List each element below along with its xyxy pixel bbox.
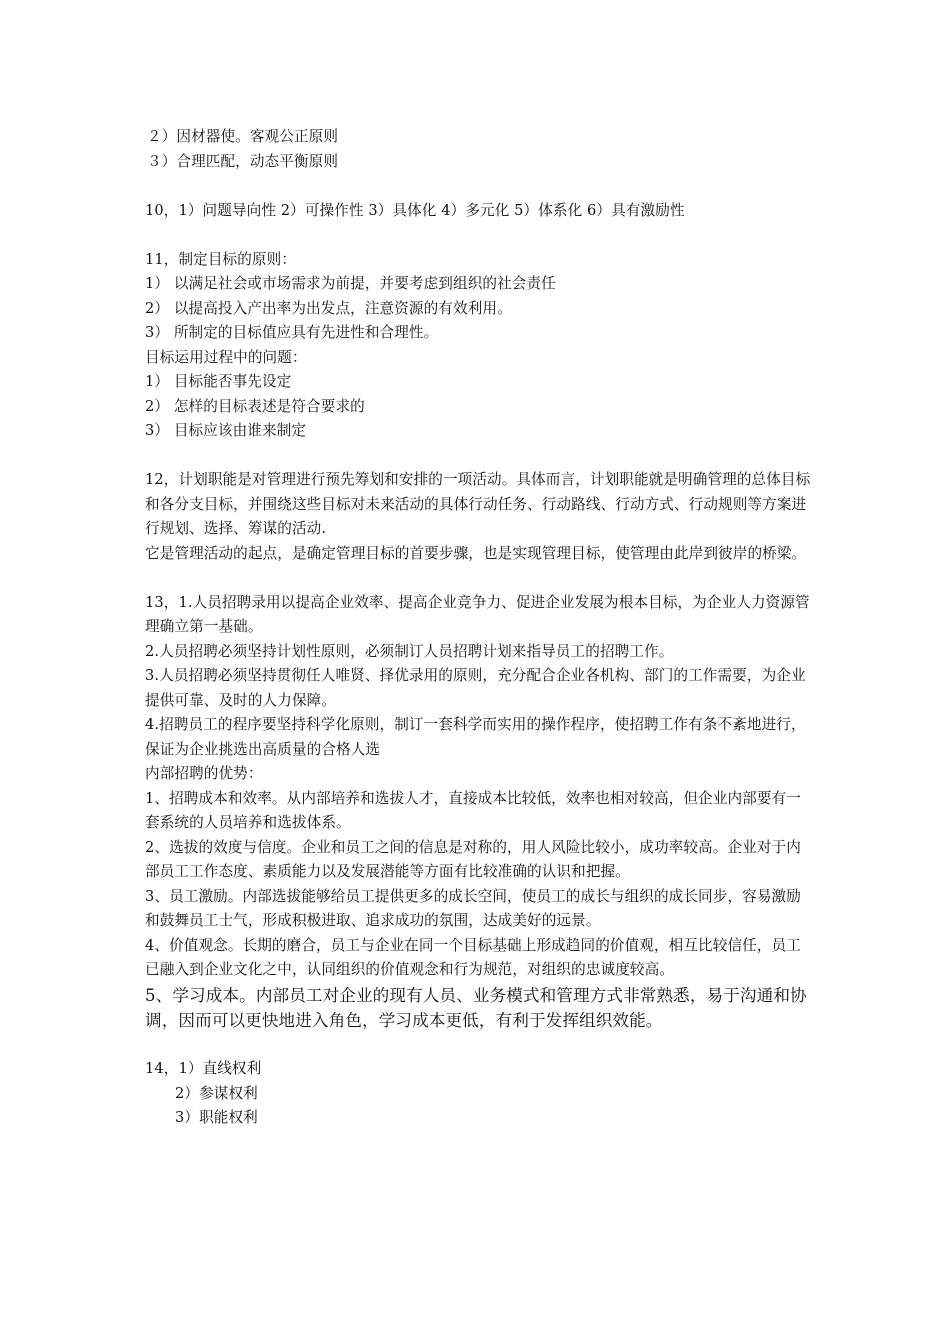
internal-advantage-item: 3、员工激励。内部选拔能够给员工提供更多的成长空间，使员工的成长与组织的成长同步，容易激励和鼓舞员工士气，形成积极进取、追求成功的氛围，达成美好的远景。: [145, 887, 801, 929]
goal-principle-item: 1） 以满足社会或市场需求为前提，并要考虑到组织的社会责任: [145, 275, 556, 292]
paragraph-gap: [145, 1033, 813, 1058]
answer-10: 10，1）问题导向性 2）可操作性 3）具体化 4）多元化 5）体系化 6）具有激励性: [145, 201, 685, 219]
paragraph-gap: [145, 223, 813, 248]
internal-advantage-item: 2、选拔的效度与信度。企业和员工之间的信息是对称的，用人风险比较小，成功率较高。企业对于内部员工工作态度、素质能力以及发展潜能等方面有比较准确的认识和把握。: [145, 838, 801, 880]
goal-problem-item: 1） 目标能否事先设定: [145, 373, 292, 390]
goal-problems-title: 目标运用过程中的问题：: [145, 348, 307, 366]
paragraph-gap: [145, 444, 813, 469]
answer-12-paragraph: 它是管理活动的起点，是确定管理目标的首要步骤，也是实现管理目标，使管理由此岸到彼岸的桥梁。: [145, 544, 807, 562]
internal-advantage-item: 1、招聘成本和效率。从内部培养和选拔人才，直接成本比较低，效率也相对较高，但企业内部要有一套系统的人员培养和选拔体系。: [145, 789, 801, 831]
principle-line: ２）因材器使。客观公正原则: [147, 128, 339, 145]
principle-line: ３）合理匹配，动态平衡原则: [147, 152, 339, 170]
authority-item: 3）职能权利: [175, 1109, 258, 1126]
recruitment-principle: 13，1.人员招聘录用以提高企业效率、提高企业竞争力、促进企业发展为根本目标，为企业人力资源管理确立第一基础。: [145, 593, 810, 635]
goal-problem-item: 3） 目标应该由谁来制定: [145, 422, 307, 439]
answer-12-paragraph: 12，计划职能是对管理进行预先筹划和安排的一项活动。具体而言，计划职能就是明确管理的总体目标和各分支目标，并围绕这些目标对未来活动的具体行动任务、行动路线、行动方式、行动规则等方案进行规划、选择、筹谋的活动.: [145, 471, 811, 537]
goal-principle-item: 3） 所制定的目标值应具有先进性和合理性。: [145, 324, 439, 341]
internal-advantages-title: 内部招聘的优势：: [145, 765, 263, 782]
goal-principle-item: 2） 以提高投入产出率为出发点，注意资源的有效利用。: [145, 299, 512, 317]
recruitment-principle: 2.人员招聘必须坚持计划性原则，必须制订人员招聘计划来指导员工的招聘工作。: [145, 642, 674, 660]
internal-advantage-item: 4、价值观念。长期的磨合，员工与企业在同一个目标基础上形成趋同的价值观，相互比较信任，员工已融入到企业文化之中，认同组织的价值观念和行为规范，对组织的忠诚度较高。: [145, 936, 801, 978]
goal-problem-item: 2） 怎样的目标表述是符合要求的: [145, 397, 365, 415]
recruitment-principle: 4.招聘员工的程序要坚持科学化原则，制订一套科学而实用的操作程序，使招聘工作有条不紊地进行，保证为企业挑选出高质量的合格人选: [145, 716, 806, 758]
answer-11-title: 11，制定目标的原则：: [145, 250, 297, 268]
authority-item: 14，1）直线权利: [145, 1060, 262, 1077]
paragraph-gap: [145, 566, 813, 591]
authority-item: 2）参谋权利: [175, 1084, 258, 1102]
recruitment-principle: 3.人员招聘必须坚持贯彻任人唯贤、择优录用的原则，充分配合企业各机构、部门的工作需要，为企业提供可靠、及时的人力保障。: [145, 667, 806, 709]
document-body: [145, 125, 813, 1131]
internal-advantage-item: 5、学习成本。内部员工对企业的现有人员、业务模式和管理方式非常熟悉，易于沟通和协调，因而可以更快地进入角色，学习成本更低，有利于发挥组织效能。: [145, 985, 807, 1030]
paragraph-gap: [145, 174, 813, 199]
